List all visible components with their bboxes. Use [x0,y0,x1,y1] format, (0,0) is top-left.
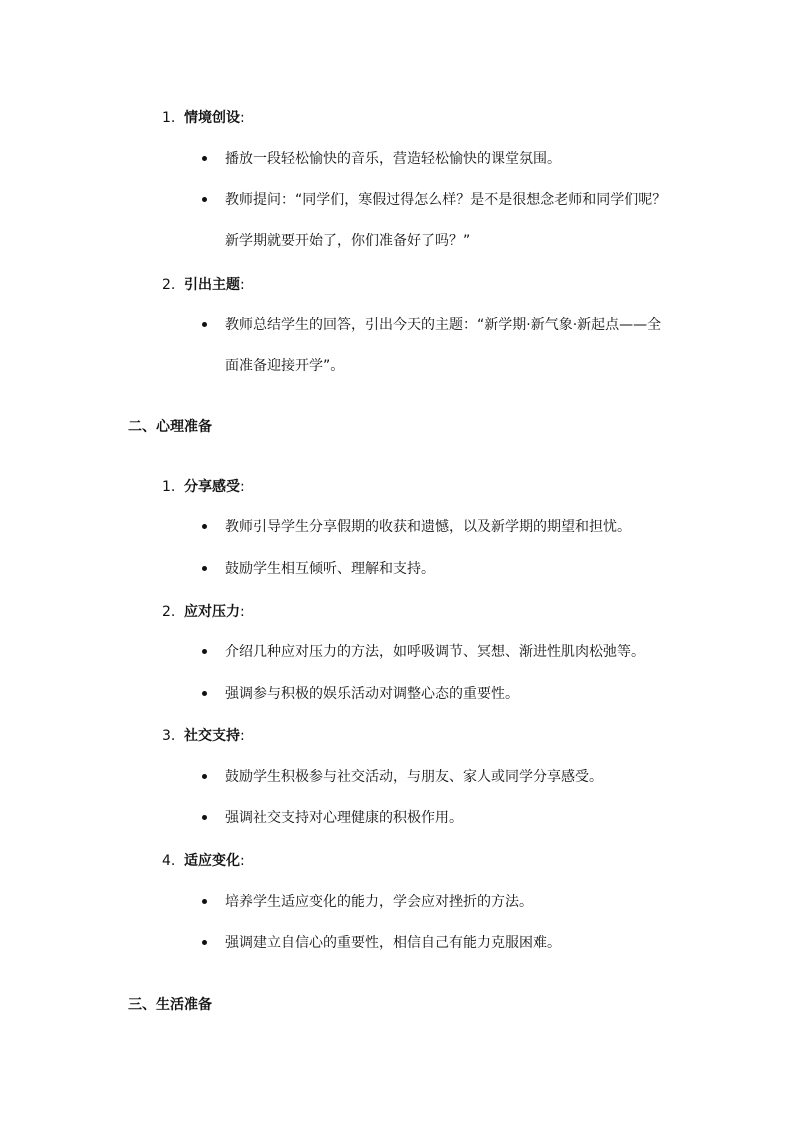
list-item-text: 教师引导学生分享假期的收获和遗憾，以及新学期的期望和担忧。 [225,519,631,535]
list-item-text: 鼓励学生相互倾听、理解和支持。 [225,561,435,577]
list-item [202,305,672,387]
list-item [202,757,672,798]
item-colon: : [240,479,245,495]
section-heading: 三、生活准备 [128,997,212,1013]
item-number: 4. [162,853,176,869]
list-item-text: 教师提问：“同学们，寒假过得怎么样？是不是很想念老师和同学们呢？新学期就要开始了，你们准备好了吗？” [225,192,667,249]
item-number: 2. [162,604,176,620]
list-item [202,549,672,590]
ordered-item-1 [162,109,245,127]
item-number: 1. [162,110,176,126]
item-colon: : [240,110,245,126]
bullet-icon [202,322,207,327]
list-item-text: 强调社交支持对心理健康的积极作用。 [225,810,463,826]
item-number: 1. [162,479,176,495]
list-item [202,923,672,964]
ordered-item-1 [162,478,245,496]
bullet-icon [202,649,207,654]
bullet-icon [202,899,207,904]
item-colon: : [240,604,245,620]
item-title: 引出主题 [184,277,240,293]
list-item [202,674,672,715]
bullet-icon [202,566,207,571]
bullet-icon [202,815,207,820]
list-item-text: 播放一段轻松愉快的音乐，营造轻松愉快的课堂氛围。 [225,151,561,167]
item-title: 应对压力 [184,604,240,620]
list-item-text: 培养学生适应变化的能力，学会应对挫折的方法。 [225,894,533,910]
item-colon: : [240,853,245,869]
item-colon: : [240,277,245,293]
section-heading: 二、心理准备 [128,419,212,435]
list-item [202,507,672,548]
item-number: 2. [162,277,176,293]
item-title: 社交支持 [184,728,240,744]
item-title: 分享感受 [184,479,240,495]
list-item-text: 鼓励学生积极参与社交活动，与朋友、家人或同学分享感受。 [225,769,603,785]
list-item [202,180,672,262]
list-item-text: 强调参与积极的娱乐活动对调整心态的重要性。 [225,686,519,702]
ordered-item-3 [162,727,245,745]
ordered-item-4 [162,852,245,870]
list-item [202,798,672,839]
list-item-text: 介绍几种应对压力的方法，如呼吸调节、冥想、渐进性肌肉松弛等。 [225,644,645,660]
list-item [202,882,672,923]
bullet-icon [202,940,207,945]
ordered-item-2 [162,603,245,621]
list-item [202,139,672,180]
item-colon: : [240,728,245,744]
item-number: 3. [162,728,176,744]
item-title: 情境创设 [184,110,240,126]
bullet-icon [202,197,207,202]
list-item [202,632,672,673]
ordered-item-2 [162,276,245,294]
bullet-icon [202,156,207,161]
bullet-icon [202,691,207,696]
bullet-icon [202,524,207,529]
item-title: 适应变化 [184,853,240,869]
list-item-text: 强调建立自信心的重要性，相信自己有能力克服困难。 [225,935,561,951]
bullet-icon [202,774,207,779]
list-item-text: 教师总结学生的回答，引出今天的主题：“新学期·新气象·新起点——全面准备迎接开学”。 [225,317,662,374]
